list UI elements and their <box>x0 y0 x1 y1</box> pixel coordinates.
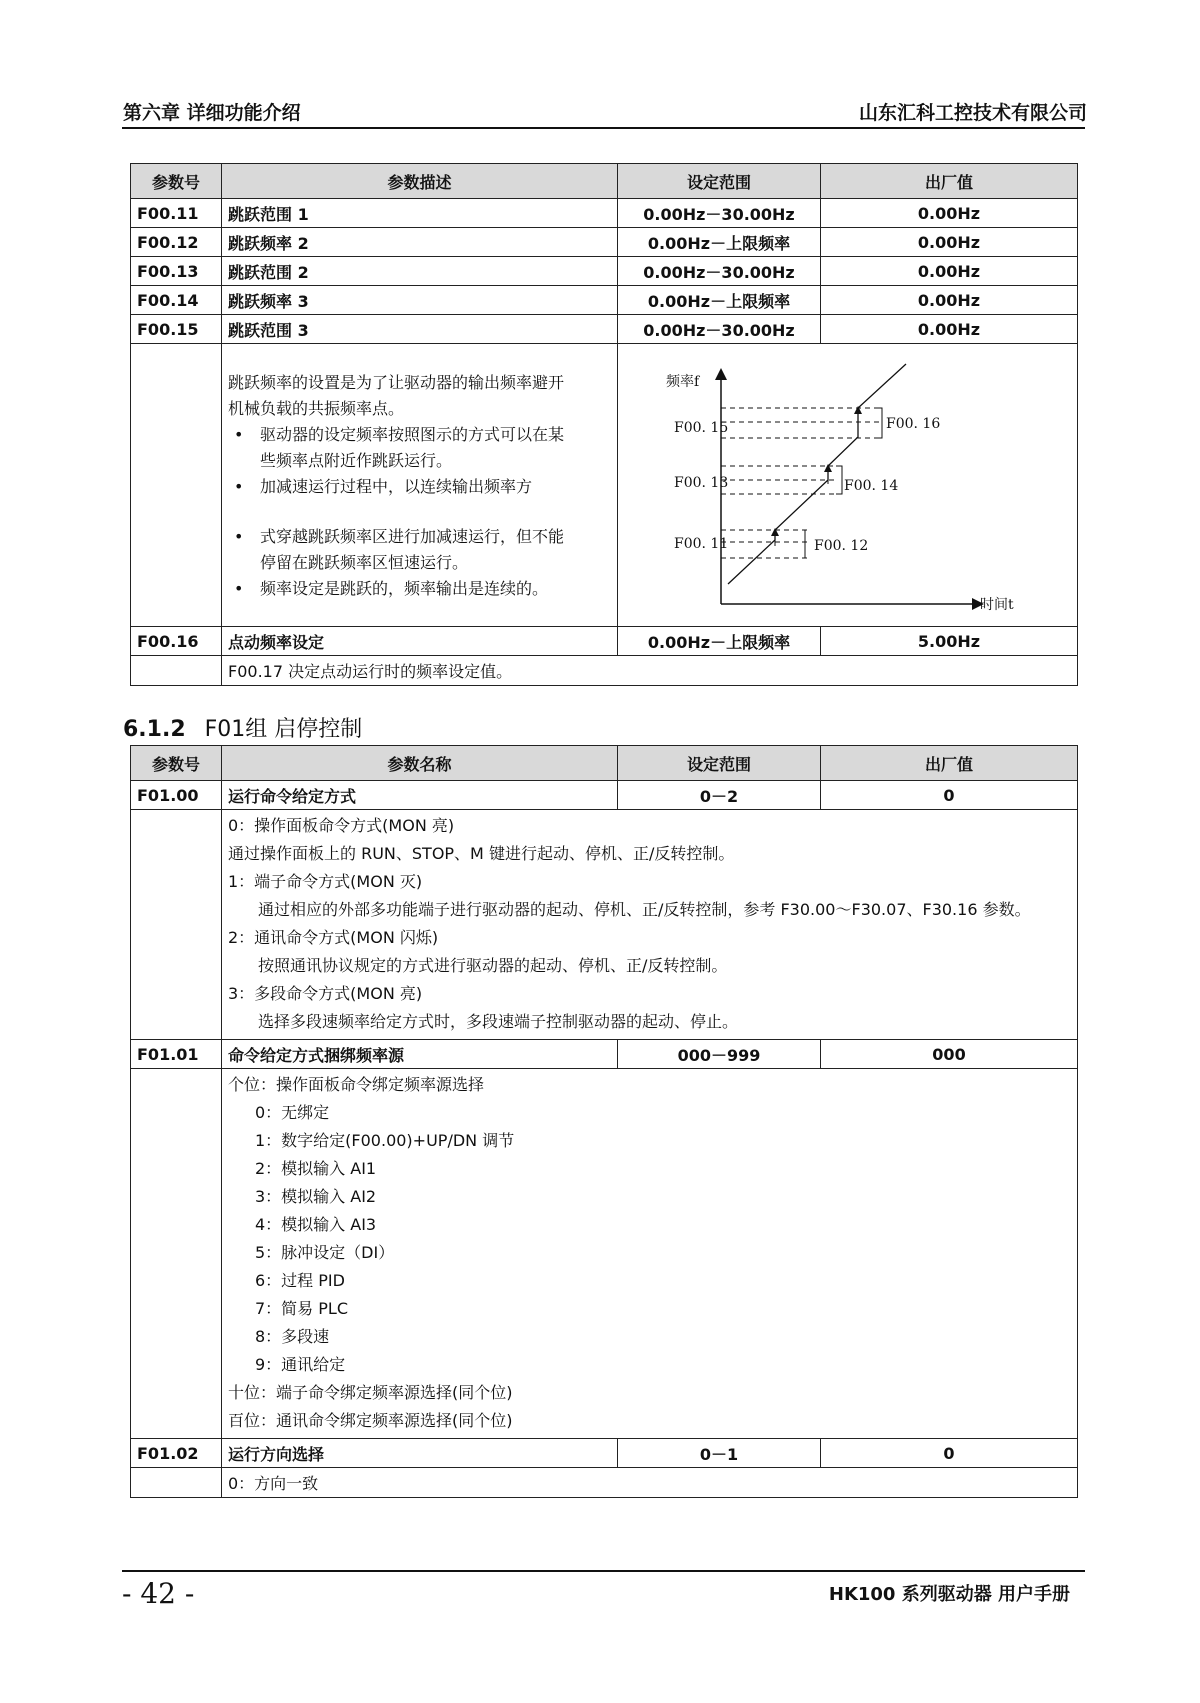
param-default: 0.00Hz <box>821 315 1078 344</box>
param-range: 0.00Hz－上限频率 <box>618 627 821 656</box>
description-row <box>131 1468 1078 1498</box>
param-range: 0.00Hz－上限频率 <box>618 228 821 257</box>
param-id: F00.12 <box>131 228 222 257</box>
description-row <box>131 810 1078 1040</box>
param-name: 命令给定方式捆绑频率源 <box>222 1040 618 1069</box>
desc-bullet: • 式穿越跳跃频率区进行加减速运行，但不能停留在跳跃频率区恒速运行。 <box>228 524 577 576</box>
param-default: 0.00Hz <box>821 257 1078 286</box>
section-title <box>123 712 362 743</box>
col-header: 参数名称 <box>222 746 618 781</box>
param-id: F00.14 <box>131 286 222 315</box>
list-item: 1：数字给定(F00.00)+UP/DN 调节 <box>255 1131 515 1150</box>
company-name: 山东汇科工控技术有限公司 <box>858 102 1087 124</box>
jump-range-label: F00. 14 <box>844 478 899 494</box>
param-id: F00.16 <box>131 627 222 656</box>
param-default: 0 <box>821 781 1078 810</box>
param-id: F00.15 <box>131 315 222 344</box>
param-default: 0.00Hz <box>821 228 1078 257</box>
table-row <box>131 286 1078 315</box>
param-name: 跳跃范围 2 <box>222 257 618 286</box>
param-name: 跳跃范围 1 <box>222 199 618 228</box>
param-name: 跳跃频率 3 <box>222 286 618 315</box>
param-default: 0.00Hz <box>821 286 1078 315</box>
y-axis-label: 频率f <box>666 374 700 390</box>
footer-rule <box>122 1570 1085 1572</box>
param-table-f01 <box>130 745 1078 1498</box>
param-id: F00.13 <box>131 257 222 286</box>
param-range: 000－999 <box>618 1040 821 1069</box>
list-item: 8：多段速 <box>255 1327 330 1346</box>
table-row <box>131 627 1078 656</box>
param-name: 运行命令给定方式 <box>222 781 618 810</box>
param-name: 跳跃频率 2 <box>222 228 618 257</box>
table-header-row <box>131 164 1078 199</box>
param-range: 0.00Hz－上限频率 <box>618 286 821 315</box>
header-rule <box>122 127 1085 129</box>
chapter-title: 第六章 详细功能介绍 <box>123 102 301 124</box>
param-description: F00.17 决定点动运行时的频率设定值。 <box>222 656 1078 686</box>
list-item: 0：无绑定 <box>255 1103 330 1122</box>
col-header: 出厂值 <box>821 164 1078 199</box>
desc-intro: 跳跃频率的设置是为了让驱动器的输出频率避开机械负载的共振频率点。 <box>228 373 565 418</box>
list-item: 5：脉冲设定（DI） <box>255 1243 395 1262</box>
page-number: - 42 - <box>122 1577 195 1610</box>
param-name: 运行方向选择 <box>222 1439 618 1468</box>
col-header: 设定范围 <box>618 746 821 781</box>
param-description: 0：操作面板命令方式(MON 亮) 通过操作面板上的 RUN、STOP、M 键进行起动、停机、正/反转控制。 1：端子命令方式(MON 灭) 通过相应的外部多功能端子进行驱动器的起动、停机、正/反转控制，参考 F30.00～F30.07、F30.16 参数。 2：通讯命令方式(MON 闪烁) 按照通讯协议规定的方式进行驱动器的起动、停机、正/反转控制。 3：多段命令方式(MON 亮) 选择多段速频率给定方式时，多段速端子控制驱动器的起动、停止。 <box>222 810 1078 1040</box>
param-default: 000 <box>821 1040 1078 1069</box>
param-description: 个位：操作面板命令绑定频率源选择 0：无绑定 1：数字给定(F00.00)+UP/DN 调节 2：模拟输入 AI1 3：模拟输入 AI2 4：模拟输入 AI3 5：脉冲设定（DI） 6：过程 PID 7：简易 PLC 8：多段速 9：通讯给定 十位：端子命令绑定频率源选择(同个位) 百位：通讯命令绑定频率源选择(同个位) <box>222 1069 1078 1439</box>
col-header: 参数号 <box>131 164 222 199</box>
desc-bullet: • 加减速运行过程中，以连续输出频率方 <box>228 474 577 500</box>
param-name: 跳跃范围 3 <box>222 315 618 344</box>
list-item: 9：通讯给定 <box>255 1355 346 1374</box>
table-row <box>131 781 1078 810</box>
param-default: 5.00Hz <box>821 627 1078 656</box>
range-bracket <box>836 466 842 494</box>
param-id: F01.00 <box>131 781 222 810</box>
param-table-f00 <box>130 163 1078 686</box>
list-item: 6：过程 PID <box>255 1271 345 1290</box>
list-item: 7：简易 PLC <box>255 1299 349 1318</box>
table-row <box>131 1439 1078 1468</box>
jump-range-label: F00. 16 <box>886 416 941 432</box>
jump-frequency-figure-cell <box>618 344 1078 627</box>
jump-freq-label: F00. 15 <box>674 420 729 436</box>
param-range: 0.00Hz－30.00Hz <box>618 199 821 228</box>
param-description: 0：方向一致 <box>222 1468 1078 1498</box>
table-row <box>131 228 1078 257</box>
jump-description <box>222 344 618 627</box>
desc-bullet: • 频率设定是跳跃的，频率输出是连续的。 <box>228 576 577 602</box>
table-header-row <box>131 746 1078 781</box>
param-default: 0 <box>821 1439 1078 1468</box>
table-row <box>131 257 1078 286</box>
section-name: F01组 启停控制 <box>204 717 363 742</box>
table-row <box>131 199 1078 228</box>
list-item: 4：模拟输入 AI3 <box>255 1215 377 1234</box>
param-range: 0－2 <box>618 781 821 810</box>
jump-frequency-diagram <box>618 344 1078 627</box>
col-header: 出厂值 <box>821 746 1078 781</box>
table-row <box>131 1040 1078 1069</box>
param-id: F01.01 <box>131 1040 222 1069</box>
desc-bullet: • 驱动器的设定频率按照图示的方式可以在某些频率点附近作跳跃运行。 <box>228 422 577 474</box>
param-name: 点动频率设定 <box>222 627 618 656</box>
col-header: 设定范围 <box>618 164 821 199</box>
list-item: 2：模拟输入 AI1 <box>255 1159 377 1178</box>
jump-freq-label: F00. 13 <box>674 475 729 491</box>
description-row <box>131 656 1078 686</box>
x-axis-label: 时间t <box>980 597 1014 613</box>
jump-range-label: F00. 12 <box>814 538 869 554</box>
description-row <box>131 1069 1078 1439</box>
list-item: 3：模拟输入 AI2 <box>255 1187 377 1206</box>
param-default: 0.00Hz <box>821 199 1078 228</box>
param-id: F01.02 <box>131 1439 222 1468</box>
param-range: 0.00Hz－30.00Hz <box>618 257 821 286</box>
section-number: 6.1.2 <box>123 717 186 742</box>
description-row <box>131 344 1078 627</box>
param-range: 0.00Hz－30.00Hz <box>618 315 821 344</box>
param-id: F00.11 <box>131 199 222 228</box>
col-header: 参数描述 <box>222 164 618 199</box>
table-row <box>131 315 1078 344</box>
param-range: 0－1 <box>618 1439 821 1468</box>
col-header: 参数号 <box>131 746 222 781</box>
range-bracket <box>876 408 882 438</box>
jump-freq-label: F00. 11 <box>674 536 729 552</box>
manual-title: HK100 系列驱动器 用户手册 <box>828 1584 1070 1605</box>
